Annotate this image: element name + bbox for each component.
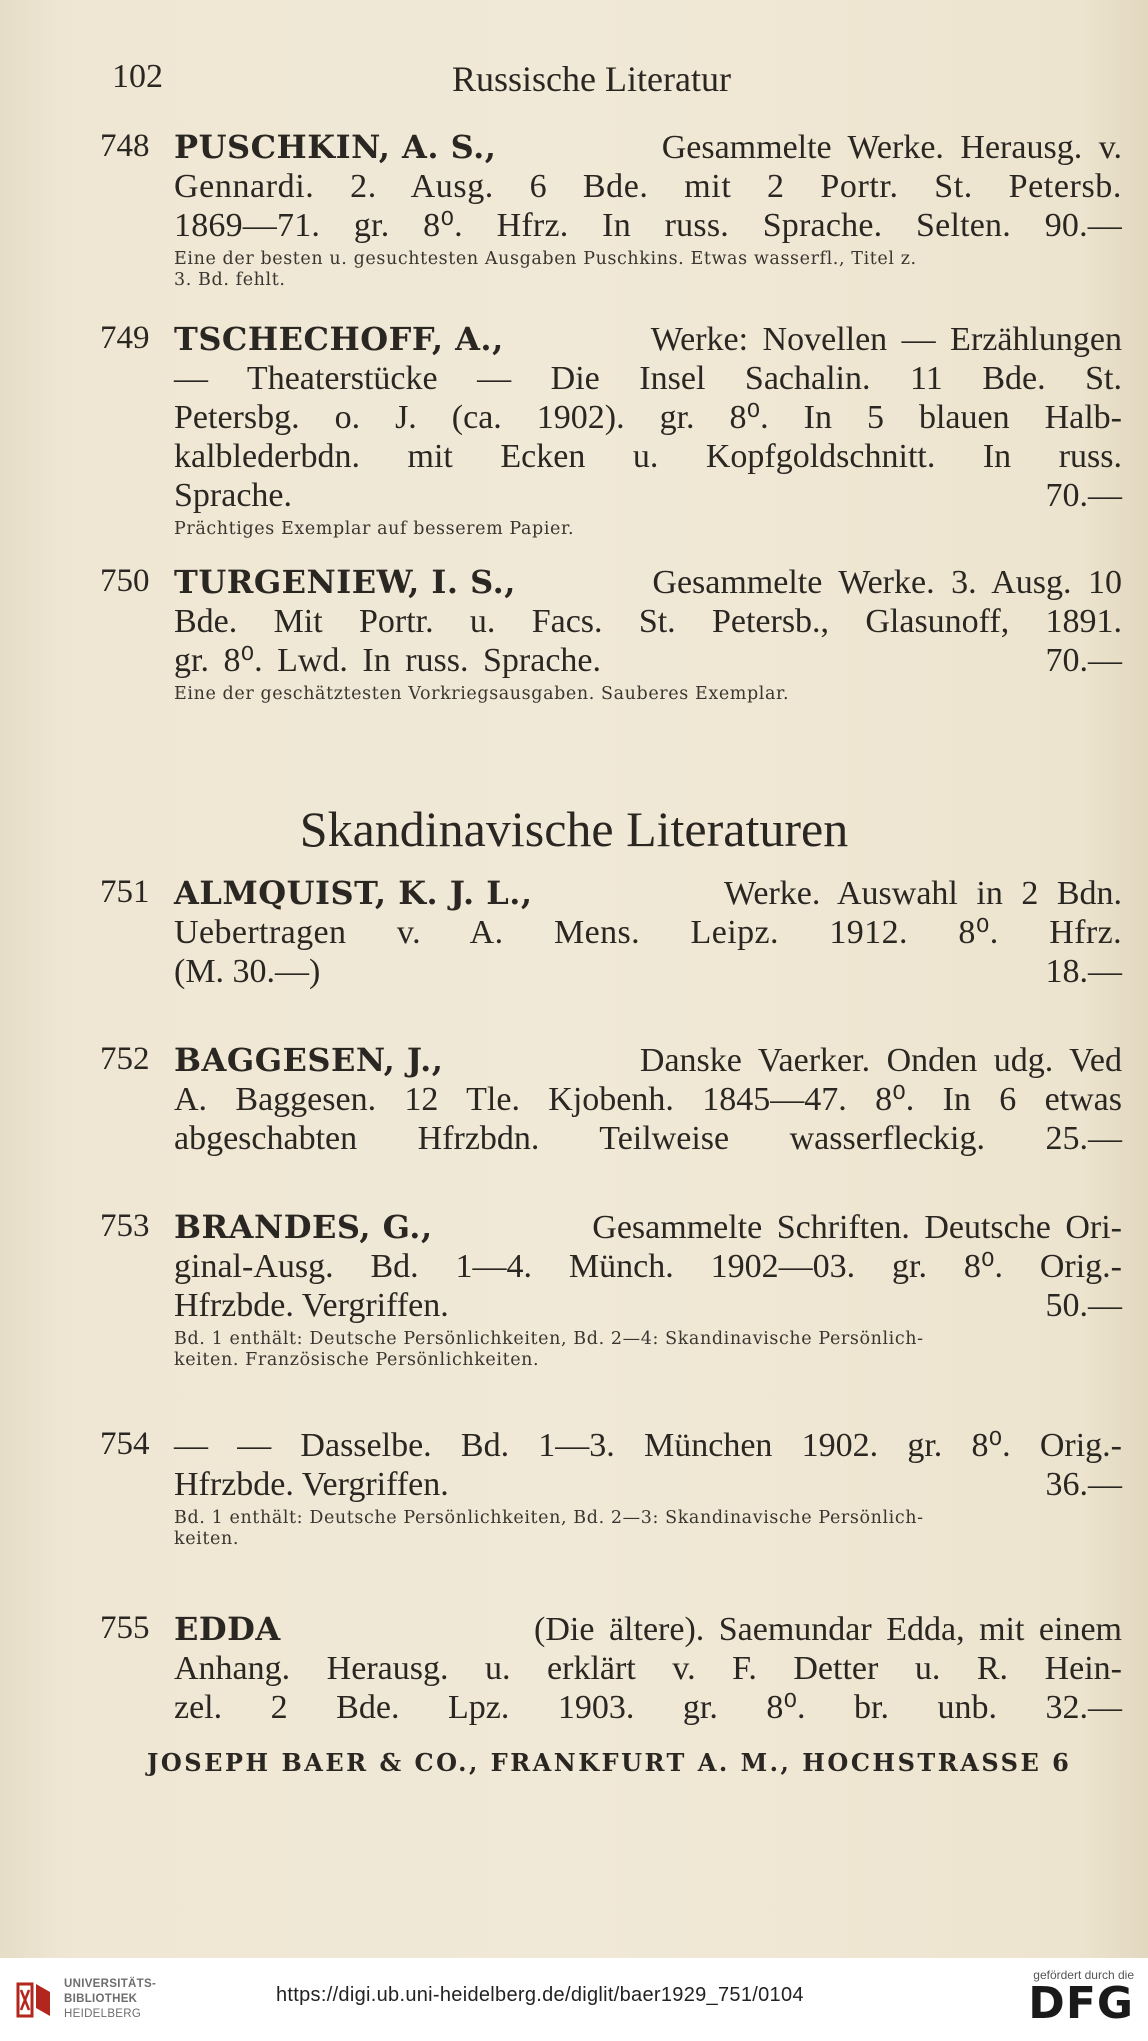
catalog-entry-754 <box>100 1426 1122 1550</box>
catalog-entry-753 <box>100 1208 1122 1371</box>
entry-price: 50.— <box>1045 1287 1122 1324</box>
entry-line: Hfrzbde. Vergriffen. <box>174 1287 449 1324</box>
entry-line: abgeschabten Hfrzbdn. Teilweise wasserfleckig. 25.— <box>174 1120 1122 1157</box>
entry-line: Uebertragen v. A. Mens. Leipz. 1912. 8⁰. Hfrz. <box>174 914 1122 951</box>
dfg-logo: DFG <box>1028 1978 1134 2029</box>
entry-author: ALMQUIST, K. J. L., <box>174 874 533 912</box>
publisher-footer: JOSEPH BAER & CO., FRANKFURT A. M., HOCHSTRASSE 6 <box>147 1748 1072 1777</box>
running-head: Russische Literatur <box>452 59 731 99</box>
entry-line: Hfrzbde. Vergriffen. <box>174 1466 449 1503</box>
entry-line: ginal-Ausg. Bd. 1—4. Münch. 1902—03. gr. 8⁰. Orig.- <box>174 1248 1122 1285</box>
entry-line: Gesammelte Werke. 3. Ausg. 10 <box>652 564 1122 601</box>
entry-author: BRANDES, G., <box>174 1208 433 1246</box>
page-number: 102 <box>112 58 163 95</box>
entry-author: PUSCHKIN, A. S., <box>174 128 497 166</box>
entry-note: Eine der geschätztesten Vorkriegsausgaben. Sauberes Exemplar. <box>174 684 790 704</box>
entry-line: zel. 2 Bde. Lpz. 1903. gr. 8⁰. br. unb. 32.— <box>174 1689 1122 1726</box>
library-logo-icon <box>12 1978 56 2022</box>
entry-price: 36.— <box>1045 1466 1122 1503</box>
entry-author: EDDA <box>174 1610 281 1648</box>
entry-line: Anhang. Herausg. u. erklärt v. F. Detter u. R. Hein- <box>174 1650 1122 1687</box>
catalog-entry-748 <box>100 128 1122 291</box>
entry-line: (Die ältere). Saemundar Edda, mit einem <box>534 1611 1122 1648</box>
funder-line: gefördert durch die <box>1033 1968 1134 1982</box>
section-title: Skandinavische Literaturen <box>299 801 849 857</box>
entry-note: keiten. <box>174 1529 239 1549</box>
library-logo-line: HEIDELBERG <box>64 2008 142 2020</box>
entry-number: 749 <box>100 320 150 356</box>
library-logo-line: BIBLIOTHEK <box>64 1993 138 2005</box>
catalog-entry-751 <box>100 874 1122 991</box>
entry-line: Gesammelte Schriften. Deutsche Ori- <box>592 1209 1122 1246</box>
viewer-bottom-bar <box>0 1958 1148 2041</box>
entry-line: kalblederbdn. mit Ecken u. Kopfgoldschnitt. In russ. <box>174 438 1122 475</box>
catalog-entry-749 <box>100 320 1122 540</box>
entry-line: 1869—71. gr. 8⁰. Hfrz. In russ. Sprache. Selten. 90.— <box>174 207 1122 244</box>
funder-logo[interactable] <box>984 1968 1134 2029</box>
entry-number: 748 <box>100 128 150 164</box>
page-header <box>112 58 1120 108</box>
entry-line: — — Dasselbe. Bd. 1—3. München 1902. gr. 8⁰. Orig.- <box>174 1427 1122 1464</box>
entry-line: gr. 8⁰. Lwd. In russ. Sprache. <box>174 642 602 679</box>
entry-author: TURGENIEW, I. S., <box>174 563 516 601</box>
entry-line: — Theaterstücke — Die Insel Sachalin. 11 Bde. St. <box>174 360 1122 397</box>
entry-line: (M. 30.—) <box>174 953 321 990</box>
entry-line: Werke: Novellen — Erzählungen <box>650 321 1122 358</box>
entry-line: Danske Vaerker. Onden udg. Ved <box>639 1042 1122 1079</box>
entry-number: 750 <box>100 563 150 599</box>
entry-number: 752 <box>100 1041 150 1077</box>
entry-price: 70.— <box>1045 642 1122 679</box>
entry-price: 18.— <box>1045 953 1122 990</box>
entry-price: 70.— <box>1045 477 1122 514</box>
entry-note: Bd. 1 enthält: Deutsche Persönlichkeiten, Bd. 2—4: Skandinavische Persönlich- <box>174 1329 924 1349</box>
entry-note: Eine der besten u. gesuchtesten Ausgaben Puschkins. Etwas wasserfl., Titel z. <box>174 249 917 269</box>
entry-line: A. Baggesen. 12 Tle. Kjobenh. 1845—47. 8⁰. In 6 etwas <box>174 1081 1122 1118</box>
entry-note: 3. Bd. fehlt. <box>174 270 286 290</box>
entry-number: 751 <box>100 874 150 910</box>
entry-line: Sprache. <box>174 477 293 514</box>
library-logo-line: UNIVERSITÄTS- <box>64 1978 157 1990</box>
entry-line: Gennardi. 2. Ausg. 6 Bde. mit 2 Portr. St. Petersb. <box>174 168 1122 205</box>
permalink-url[interactable]: https://digi.ub.uni-heidelberg.de/diglit/baer1929_751/0104 <box>276 1984 804 2006</box>
entry-note: Bd. 1 enthält: Deutsche Persönlichkeiten, Bd. 2—3: Skandinavische Persönlich- <box>174 1508 924 1528</box>
catalog-entry-750 <box>100 563 1122 705</box>
entry-line: Werke. Auswahl in 2 Bdn. <box>724 875 1122 912</box>
catalog-entry-755 <box>100 1610 1122 1727</box>
entry-number: 755 <box>100 1610 150 1646</box>
entry-note: Prächtiges Exemplar auf besserem Papier. <box>174 519 575 539</box>
entry-number: 753 <box>100 1208 150 1244</box>
entry-note: keiten. Französische Persönlichkeiten. <box>174 1350 540 1370</box>
library-logo[interactable] <box>12 1974 182 2026</box>
entry-line: Bde. Mit Portr. u. Facs. St. Petersb., Glasunoff, 1891. <box>174 603 1122 640</box>
entry-author: BAGGESEN, J., <box>174 1041 444 1079</box>
entry-line: Gesammelte Werke. Herausg. v. <box>661 129 1122 166</box>
entry-author: TSCHECHOFF, A., <box>174 320 504 358</box>
catalog-entry-752 <box>100 1041 1122 1158</box>
entry-line: Petersbg. o. J. (ca. 1902). gr. 8⁰. In 5 blauen Halb- <box>174 399 1122 436</box>
entry-number: 754 <box>100 1426 150 1462</box>
